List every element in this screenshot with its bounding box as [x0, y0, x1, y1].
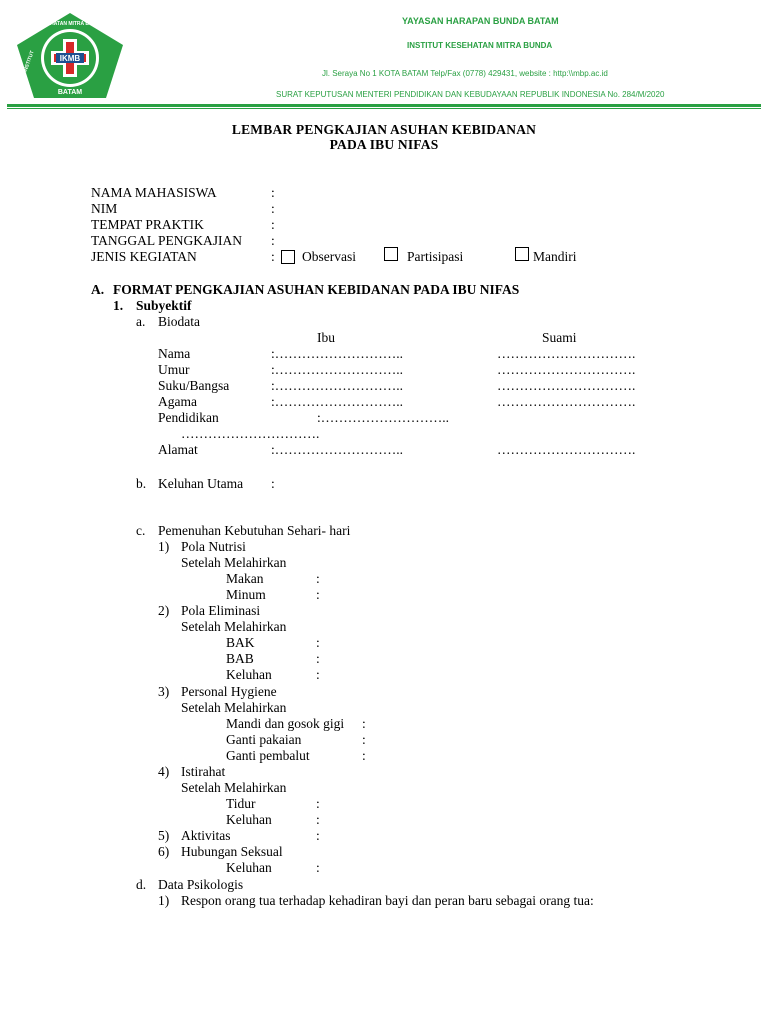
personal-hygiene-setelah: Setelah Melahirkan: [181, 700, 287, 715]
nim-label: NIM: [91, 201, 118, 216]
tempat-praktik-label: TEMPAT PRAKTIK: [91, 217, 204, 232]
subyektif-heading: Subyektif: [136, 298, 192, 313]
nama-ibu-blank[interactable]: :………………………..: [271, 346, 404, 361]
umur-suami-blank[interactable]: ………………………….: [497, 362, 636, 377]
respon-orang-tua-label: Respon orang tua terhadap kehadiran bayi dan peran baru sebagai orang tua:: [181, 893, 594, 908]
alamat-suami-blank[interactable]: ………………………….: [497, 442, 636, 457]
personal-hygiene-label: Personal Hygiene: [181, 684, 277, 699]
document-title-line1: LEMBAR PENGKAJIAN ASUHAN KEBIDANAN: [231, 122, 537, 137]
kebutuhan-label: Pemenuhan Kebutuhan Sehari- hari: [158, 523, 351, 538]
umur-ibu-blank[interactable]: :………………………..: [271, 362, 404, 377]
aktivitas-label: Aktivitas: [181, 828, 231, 843]
suku-bangsa-suami-blank[interactable]: ………………………….: [497, 378, 636, 393]
pendidikan-ibu-blank[interactable]: :………………………..: [317, 410, 450, 425]
aktivitas-colon: :: [316, 828, 320, 843]
tidur-colon: :: [316, 796, 320, 811]
istirahat-number: 4): [158, 764, 170, 779]
makan-label: Makan: [226, 571, 264, 586]
nim-colon: :: [271, 201, 275, 216]
tanggal-pengkajian-label: TANGGAL PENGKAJIAN: [91, 233, 243, 248]
header-rule-thick: [7, 104, 761, 107]
hubungan-seksual-label: Hubungan Seksual: [181, 844, 283, 859]
section-a-heading: FORMAT PENGKAJIAN ASUHAN KEBIDANAN PADA IBU NIFAS: [113, 282, 520, 297]
partisipasi-checkbox[interactable]: [384, 247, 398, 261]
bak-colon: :: [316, 635, 320, 650]
jenis-kegiatan-colon: :: [271, 249, 275, 264]
ganti-pembalut-colon: :: [362, 748, 366, 763]
column-suami: Suami: [542, 330, 577, 345]
pola-eliminasi-setelah: Setelah Melahirkan: [181, 619, 287, 634]
mandiri-checkbox[interactable]: [515, 247, 529, 261]
pola-nutrisi-setelah: Setelah Melahirkan: [181, 555, 287, 570]
pendidikan-label: Pendidikan: [158, 410, 219, 425]
pola-eliminasi-label: Pola Eliminasi: [181, 603, 261, 618]
ganti-pakaian-label: Ganti pakaian: [226, 732, 302, 747]
eliminasi-keluhan-label: Keluhan: [226, 667, 272, 682]
umur-label: Umur: [158, 362, 190, 377]
observasi-checkbox[interactable]: [281, 250, 295, 264]
observasi-label: Observasi: [302, 249, 356, 264]
jenis-kegiatan-label: JENIS KEGIATAN: [91, 249, 197, 264]
nama-mahasiswa-colon: :: [271, 185, 275, 200]
seksual-keluhan-label: Keluhan: [226, 860, 272, 875]
bab-colon: :: [316, 651, 320, 666]
mandi-gosok-gigi-label: Mandi dan gosok gigi: [226, 716, 345, 731]
alamat-label: Alamat: [158, 442, 198, 457]
agama-label: Agama: [158, 394, 197, 409]
decree-line: SURAT KEPUTUSAN MENTERI PENDIDIKAN DAN KEBUDAYAAN REPUBLIK INDONESIA No. 284/M/2020: [276, 90, 665, 99]
makan-colon: :: [316, 571, 320, 586]
logo-bottom-text: BATAM: [57, 89, 83, 96]
column-ibu: Ibu: [317, 330, 335, 345]
mandi-gosok-gigi-colon: :: [362, 716, 366, 731]
institute-name: INSTITUT KESEHATAN MITRA BUNDA: [407, 41, 553, 50]
tempat-praktik-colon: :: [271, 217, 275, 232]
keluhan-utama-label: Keluhan Utama: [158, 476, 244, 491]
keluhan-utama-letter: b.: [136, 476, 147, 491]
bak-label: BAK: [226, 635, 255, 650]
tanggal-pengkajian-colon: :: [271, 233, 275, 248]
tidur-label: Tidur: [226, 796, 256, 811]
personal-hygiene-number: 3): [158, 684, 170, 699]
kebutuhan-letter: c.: [136, 523, 146, 538]
seksual-keluhan-colon: :: [316, 860, 320, 875]
agama-suami-blank[interactable]: ………………………….: [497, 394, 636, 409]
header-rule-thin: [7, 108, 761, 109]
biodata-label: Biodata: [158, 314, 200, 329]
istirahat-setelah: Setelah Melahirkan: [181, 780, 287, 795]
istirahat-label: Istirahat: [181, 764, 226, 779]
suku-bangsa-ibu-blank[interactable]: :………………………..: [271, 378, 404, 393]
psikologis-letter: d.: [136, 877, 147, 892]
foundation-name: YAYASAN HARAPAN BUNDA BATAM: [402, 16, 559, 26]
institution-logo: [16, 12, 124, 100]
hubungan-seksual-number: 6): [158, 844, 170, 859]
logo-center-text: IKMB: [59, 54, 81, 63]
pola-eliminasi-number: 2): [158, 603, 170, 618]
pola-nutrisi-number: 1): [158, 539, 170, 554]
subyektif-number: 1.: [113, 298, 124, 313]
psikologis-label: Data Psikologis: [158, 877, 244, 892]
pendidikan-suami-blank[interactable]: ………………………….: [181, 426, 320, 441]
document-title-line2: PADA IBU NIFAS: [329, 137, 439, 152]
aktivitas-number: 5): [158, 828, 170, 843]
nama-suami-blank[interactable]: ………………………….: [497, 346, 636, 361]
nama-label: Nama: [158, 346, 191, 361]
logo-left-text: INSTITUT: [22, 50, 36, 74]
pola-nutrisi-label: Pola Nutrisi: [181, 539, 246, 554]
keluhan-utama-colon: :: [271, 476, 275, 491]
istirahat-keluhan-colon: :: [316, 812, 320, 827]
minum-label: Minum: [226, 587, 266, 602]
nama-mahasiswa-label: NAMA MAHASISWA: [91, 185, 217, 200]
eliminasi-keluhan-colon: :: [316, 667, 320, 682]
suku-bangsa-label: Suku/Bangsa: [158, 378, 230, 393]
logo-top-text: KESEHATAN MITRA BUNDA: [36, 21, 104, 27]
istirahat-keluhan-label: Keluhan: [226, 812, 272, 827]
partisipasi-label: Partisipasi: [407, 249, 464, 264]
alamat-ibu-blank[interactable]: :………………………..: [271, 442, 404, 457]
ganti-pakaian-colon: :: [362, 732, 366, 747]
ganti-pembalut-label: Ganti pembalut: [226, 748, 310, 763]
letterhead: [0, 0, 768, 110]
bab-label: BAB: [226, 651, 254, 666]
minum-colon: :: [316, 587, 320, 602]
agama-ibu-blank[interactable]: :………………………..: [271, 394, 404, 409]
institute-address: Jl. Seraya No 1 KOTA BATAM Telp/Fax (0778) 429431, website : http:\\mbp.ac.id: [322, 69, 608, 78]
respon-orang-tua-number: 1): [158, 893, 170, 908]
mandiri-label: Mandiri: [533, 249, 577, 264]
section-a-letter: A.: [91, 282, 105, 297]
biodata-letter: a.: [136, 314, 146, 329]
